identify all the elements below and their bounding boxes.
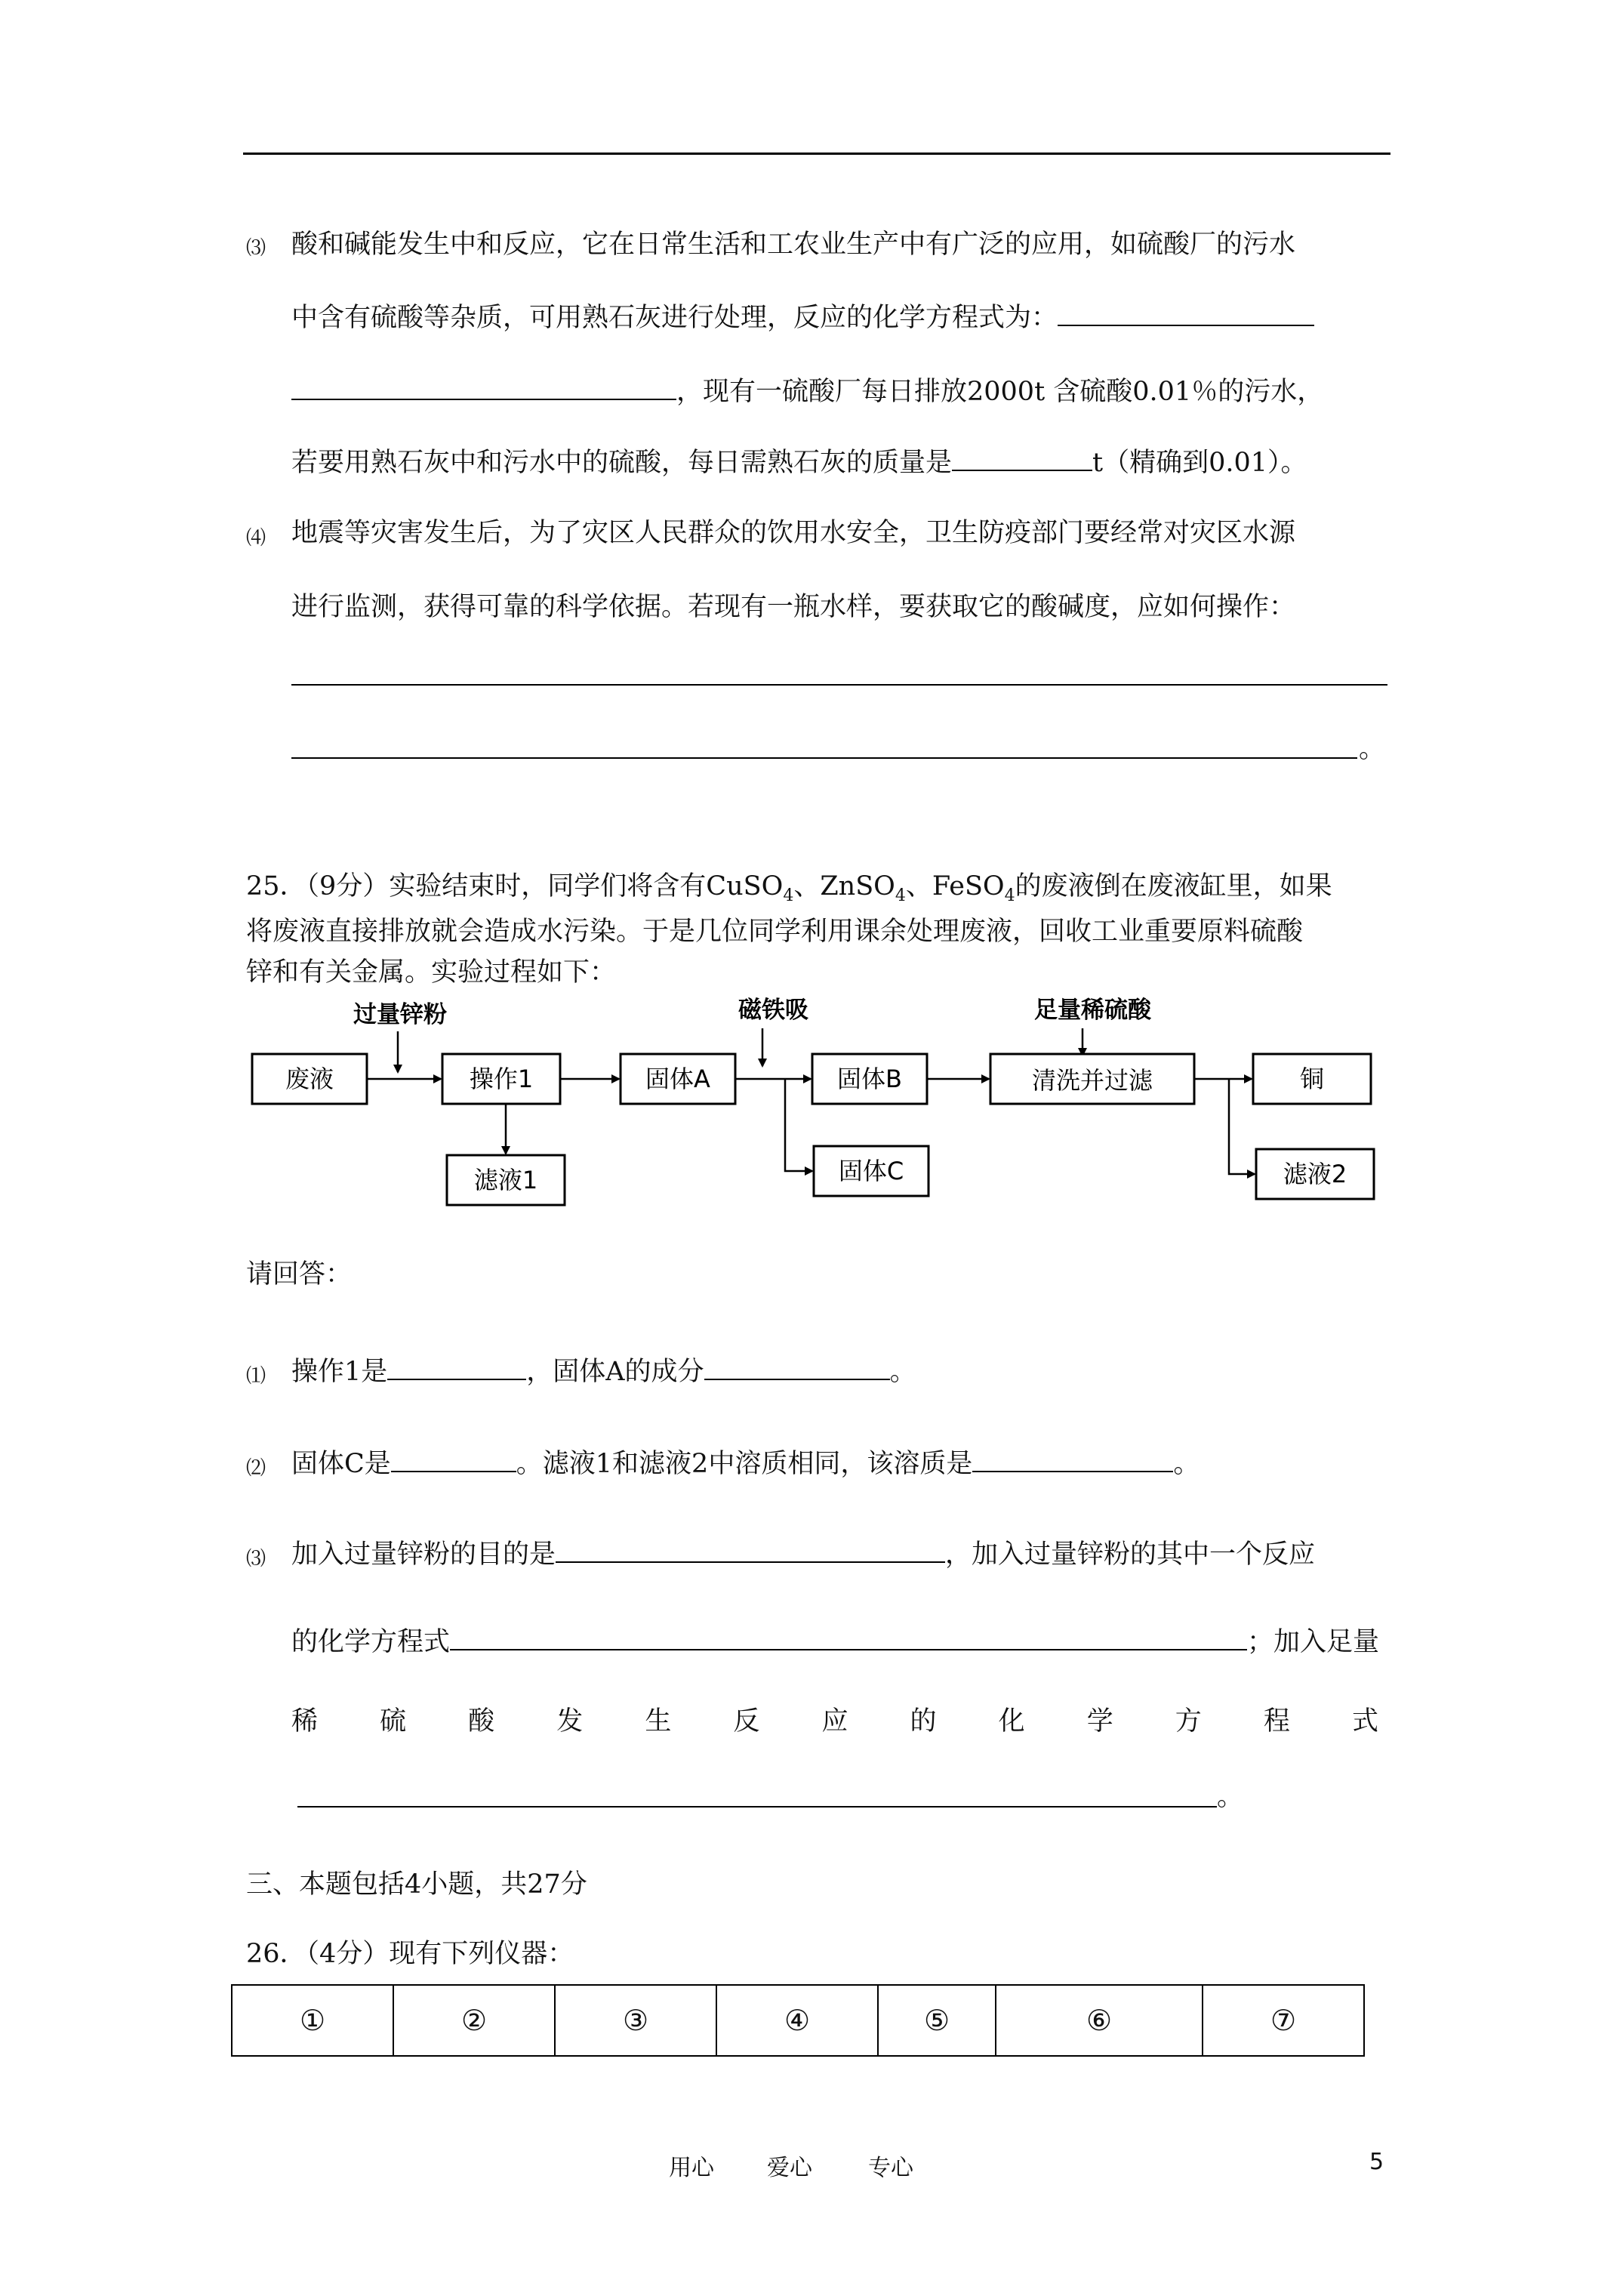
q4-answer-line-2[interactable] [291, 757, 1357, 759]
box-solid-a [621, 1054, 735, 1104]
svg-text:铜: 铜 [1299, 1065, 1325, 1093]
footer-motto-2: 爱心 [767, 2155, 812, 2181]
q3-line4: 若要用熟石灰中和污水中的硫酸，每日需熟石灰的质量是 t（精确到0.01）。 [291, 444, 1307, 481]
a3-line2: 的化学方程式 ；加入足量 [291, 1623, 1379, 1660]
acid-equation-line[interactable] [297, 1806, 1217, 1808]
instrument-cell-4: ④ [716, 1985, 878, 2056]
label-excess-zinc: 过量锌粉 [353, 1001, 447, 1028]
q26-title: 26．（4分）现有下列仪器： [246, 1939, 574, 1969]
q4-end: 。 [1359, 734, 1386, 764]
footer-motto-3: 专心 [868, 2155, 913, 2181]
solid-a-blank[interactable] [704, 1353, 890, 1380]
a3-end: 。 [1217, 1782, 1244, 1812]
box-solid-c [814, 1146, 929, 1196]
instrument-cell-5: ⑤ [878, 1985, 996, 2056]
header-rule [243, 153, 1390, 155]
q4-number: ⑷ [246, 527, 266, 550]
equation-blank-2[interactable] [291, 373, 676, 400]
instrument-cell-3: ③ [555, 1985, 716, 2056]
q25-line3: 锌和有关金属。实验过程如下： [246, 957, 617, 988]
svg-text:固体B: 固体B [837, 1065, 902, 1093]
q3-line2: 中含有硫酸等杂质，可用熟石灰进行处理，反应的化学方程式为： [291, 299, 1314, 336]
equation-blank-1[interactable] [1058, 299, 1314, 326]
a3-line3-spread: 稀 硫 酸 发 生 反 应 的 化 学 方 程 式 [291, 1706, 1378, 1737]
footer-motto-1: 用心 [669, 2155, 714, 2181]
svg-text:固体C: 固体C [838, 1157, 904, 1185]
box-waste-liquid [252, 1054, 367, 1104]
section-3-title: 三、本题包括4小题，共27分 [246, 1869, 587, 1900]
q3-line1: 酸和碱能发生中和反应，它在日常生活和工农业生产中有广泛的应用，如硫酸厂的污水 [291, 230, 1296, 260]
svg-text:滤液1: 滤液1 [473, 1166, 538, 1194]
a1-line: 操作1是 ，固体A的成分 。 [291, 1353, 916, 1390]
box-filtrate-2 [1256, 1149, 1374, 1199]
a2-number: ⑵ [246, 1457, 266, 1480]
a3-number: ⑶ [246, 1548, 266, 1570]
box-copper [1253, 1054, 1371, 1104]
box-solid-b [812, 1054, 927, 1104]
page-number: 5 [1369, 2149, 1384, 2175]
box-operation-1 [442, 1054, 560, 1104]
q25-line2: 将废液直接排放就会造成水污染。于是几位同学利用课余处理废液，回收工业重要原料硫酸 [246, 917, 1304, 947]
instrument-cell-2: ② [393, 1985, 555, 2056]
q3-line3: ，现有一硫酸厂每日排放2000t 含硫酸0.01％的污水， [291, 373, 1323, 410]
a2-line: 固体C是 。滤液1和滤液2中溶质相同，该溶质是 。 [291, 1445, 1200, 1482]
instrument-cell-6: ⑥ [996, 1985, 1203, 2056]
svg-text:滤液2: 滤液2 [1283, 1160, 1347, 1188]
q4-line2: 进行监测，获得可靠的科学依据。若现有一瓶水样，要获取它的酸碱度，应如何操作： [291, 592, 1296, 622]
instrument-cell-7: ⑦ [1203, 1985, 1364, 2056]
instrument-table [231, 1984, 1365, 2057]
svg-text:固体A: 固体A [645, 1065, 710, 1093]
operation-1-blank[interactable] [387, 1353, 526, 1380]
a1-number: ⑴ [246, 1365, 266, 1388]
box-filtrate-1 [447, 1155, 565, 1205]
q4-answer-line-1[interactable] [291, 684, 1387, 686]
box-wash-filter [990, 1054, 1194, 1104]
svg-text:废液: 废液 [285, 1065, 334, 1093]
zinc-purpose-blank[interactable] [556, 1536, 945, 1563]
svg-text:操作1: 操作1 [469, 1065, 534, 1093]
process-flow-diagram [243, 995, 1390, 1214]
q4-line1: 地震等灾害发生后，为了灾区人民群众的饮用水安全，卫生防疫部门要经常对灾区水源 [291, 518, 1296, 548]
zinc-equation-blank[interactable] [450, 1623, 1247, 1650]
q3-number: ⑶ [246, 237, 266, 260]
lime-mass-blank[interactable] [952, 444, 1092, 471]
please-answer: 请回答： [246, 1259, 353, 1290]
q25-line1: 25．（9分）实验结束时，同学们将含有CuSO$_4$、ZnSO$_4$、FeSO$_4$的废液倒在废液缸里，如果 [246, 871, 1332, 905]
instrument-cell-1: ① [232, 1985, 393, 2056]
solute-blank[interactable] [972, 1445, 1173, 1472]
label-magnet: 磁铁吸 [738, 997, 808, 1024]
a3-line1: 加入过量锌粉的目的是 ，加入过量锌粉的其中一个反应 [291, 1536, 1315, 1573]
svg-text:清洗并过滤: 清洗并过滤 [1031, 1066, 1153, 1095]
solid-c-blank[interactable] [391, 1445, 516, 1472]
label-dilute-acid: 足量稀硫酸 [1034, 997, 1151, 1024]
